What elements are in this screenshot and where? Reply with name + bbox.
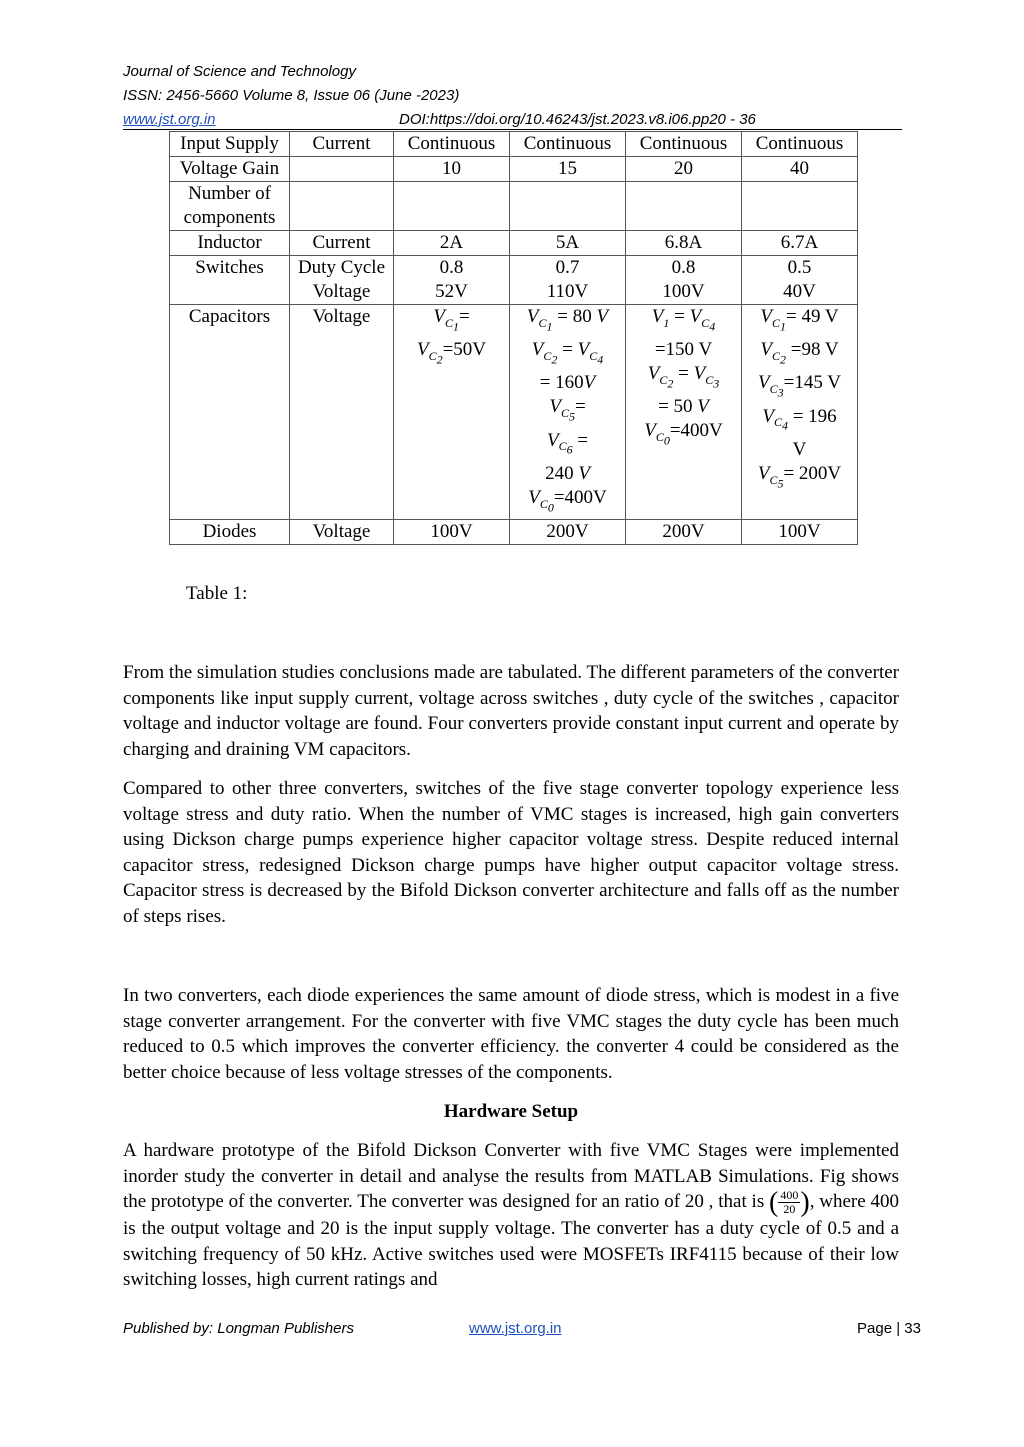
paragraph-hardware: A hardware prototype of the Bifold Dickson Converter with five VMC Stages were implemented inorder study the converter in detail and analyse the results from MATLAB Simulations. Fig shows the prototype of the converter. The converter was designed for an ratio of 20 , that is ( $\frac{400}{20}$ ), where 400 is the output voltage and 20 is the input supply voltage. The converter has a duty cycle of 0.5 and a switching frequency of 50 kHz. Active switches used were MOSFETs IRF4115 because of their low switching losses, high current ratings and bbox=[123, 1140, 899, 1291]
paragraph-conclusions: From the simulation studies conclusions made are tabulated. The different parameters of the converter components like input supply current, voltage across switches , duty cycle of the switches , capacitor voltage and inductor voltage are found. Four converters provide constant input current and operate by charging and draining VM capacitors. bbox=[123, 662, 899, 760]
table-cell bbox=[510, 182, 626, 231]
cell-line: $V_{C_5}= 200V$ bbox=[757, 462, 842, 490]
footer-page-number: Page | 33 bbox=[857, 1320, 921, 1337]
table-row-diodes bbox=[170, 519, 858, 544]
table-row-capacitors bbox=[170, 305, 858, 520]
table-cell: 100V bbox=[394, 519, 510, 544]
cell-line: $V_{C_4} = 196$ bbox=[762, 405, 837, 433]
cell-line: $V_{C_1}= 49$ V bbox=[760, 306, 839, 334]
table-cell bbox=[290, 256, 394, 305]
cell-line: $V_{C_3}=145$ V bbox=[758, 372, 841, 400]
table-cell: 40 bbox=[742, 157, 858, 182]
table-cell: Capacitors bbox=[170, 305, 290, 520]
table-cell: 6.8A bbox=[626, 231, 742, 256]
table-cell: Voltage bbox=[290, 519, 394, 544]
cell-line: $V_{C_2} =98$ V bbox=[760, 339, 839, 367]
cell-line: $V_1 = V_{C_4}$ bbox=[651, 306, 716, 334]
journal-website-link[interactable]: www.jst.org.in bbox=[123, 111, 216, 128]
table-row-input-supply bbox=[170, 132, 858, 157]
table-cell: 10 bbox=[394, 157, 510, 182]
cell-line: 52V bbox=[435, 281, 468, 302]
table-row-voltage-gain bbox=[170, 157, 858, 182]
table-cell: Diodes bbox=[170, 519, 290, 544]
table-cell: Continuous bbox=[626, 132, 742, 157]
cell-line: $V_{C_2}=50V$ bbox=[416, 339, 487, 367]
table-cell: 200V bbox=[510, 519, 626, 544]
cell-line: 0.7 bbox=[555, 257, 580, 278]
cell-line: = 160V bbox=[539, 372, 596, 394]
table-cell: Number of components bbox=[170, 182, 290, 231]
table-cell: Inductor bbox=[170, 231, 290, 256]
table-cell: 20 bbox=[626, 157, 742, 182]
cell-line: $V_{C_0}=400V$ bbox=[528, 486, 607, 514]
cell-line: $V_{C_2} = V_{C_3}$ bbox=[647, 363, 720, 391]
table-cell: Voltage bbox=[290, 305, 394, 520]
table-cell bbox=[742, 182, 858, 231]
table-cell: 5A bbox=[510, 231, 626, 256]
table-cell: Current bbox=[290, 132, 394, 157]
footer-publisher: Published by: Longman Publishers bbox=[123, 1320, 354, 1337]
cell-line: V bbox=[792, 438, 807, 460]
cell-line: 0.8 bbox=[671, 257, 696, 278]
cell-line: 40V bbox=[783, 281, 816, 302]
paragraph-diode-stress: In two converters, each diode experiences the same amount of diode stress, which is modest in a five stage converter arrangement. For the converter with five VMC stages the duty cycle has been much reduced to 0.5 which improves the converter efficiency. the converter 4 could be considered as the better choice because of less voltage stresses of the components. bbox=[123, 985, 899, 1083]
cell-line: $V_{C_0}=400V$ bbox=[644, 420, 723, 448]
table-cell: 100V bbox=[742, 519, 858, 544]
cell-line: $V_{C_1} = 80$ V bbox=[526, 306, 609, 334]
table-row-switches bbox=[170, 256, 858, 305]
table-cell bbox=[510, 305, 626, 520]
table-cell: Current bbox=[290, 231, 394, 256]
cell-line: =150 V bbox=[654, 339, 713, 361]
table-row-inductor bbox=[170, 231, 858, 256]
section-heading: Hardware Setup bbox=[443, 1101, 579, 1122]
journal-doi: DOI:https://doi.org/10.46243/jst.2023.v8.i06.pp20 - 36 bbox=[399, 111, 756, 128]
table-cell bbox=[394, 256, 510, 305]
table-cell: Continuous bbox=[742, 132, 858, 157]
table-cell: Voltage Gain bbox=[170, 157, 290, 182]
table-cell bbox=[626, 182, 742, 231]
cell-line: = 50 V bbox=[658, 396, 709, 418]
table-cell: Continuous bbox=[394, 132, 510, 157]
table-cell: Switches bbox=[170, 256, 290, 305]
table-cell bbox=[394, 305, 510, 520]
table-cell: 15 bbox=[510, 157, 626, 182]
table-cell bbox=[394, 182, 510, 231]
table-cell bbox=[510, 256, 626, 305]
journal-title: Journal of Science and Technology bbox=[123, 63, 356, 80]
table-cell bbox=[742, 256, 858, 305]
header-rule bbox=[123, 129, 902, 130]
table-cell bbox=[626, 305, 742, 520]
journal-issn: ISSN: 2456-5660 Volume 8, Issue 06 (June -2023) bbox=[123, 87, 460, 104]
cell-line: 100V bbox=[662, 281, 705, 302]
table-cell bbox=[290, 182, 394, 231]
table-caption: Table 1: bbox=[186, 583, 248, 604]
cell-line: $V_{C_6}$ = bbox=[546, 429, 589, 457]
table-cell: Input Supply bbox=[170, 132, 290, 157]
cell-line: 110V bbox=[546, 281, 589, 302]
footer-website-link[interactable]: www.jst.org.in bbox=[469, 1320, 562, 1337]
results-table bbox=[169, 131, 858, 545]
table-cell bbox=[290, 157, 394, 182]
cell-line: Duty Cycle bbox=[297, 257, 386, 278]
cell-line: Voltage bbox=[312, 281, 371, 302]
cell-line: 0.8 bbox=[439, 257, 464, 278]
table-cell: 2A bbox=[394, 231, 510, 256]
table-cell bbox=[742, 305, 858, 520]
cell-line: 240 V bbox=[545, 462, 590, 484]
fraction: $\frac{400}{20}$ bbox=[780, 1188, 799, 1217]
cell-line: $V_{C_1}=$ bbox=[433, 306, 470, 334]
table-cell bbox=[626, 256, 742, 305]
table-row-components bbox=[170, 182, 858, 231]
cell-line: $V_{C_2} = V_{C_4}$ bbox=[531, 339, 604, 367]
table-cell: 6.7A bbox=[742, 231, 858, 256]
table-cell: 200V bbox=[626, 519, 742, 544]
table-cell: Continuous bbox=[510, 132, 626, 157]
paragraph-comparison: Compared to other three converters, switches of the five stage converter topology experience less voltage stress and duty ratio. When the number of VMC stages is increased, high gain converters using Dickson charge pumps experience higher capacitor voltage stress. Despite reduced internal capacitor stress, redesigned Dickson charge pumps have higher output capacitor voltage stress. Capacitor stress is decreased by the Bifold Dickson converter architecture and falls off as the number of steps rises. bbox=[123, 778, 899, 927]
cell-line: 0.5 bbox=[787, 257, 812, 278]
cell-line: $V_{C_5}=$ bbox=[549, 396, 586, 424]
